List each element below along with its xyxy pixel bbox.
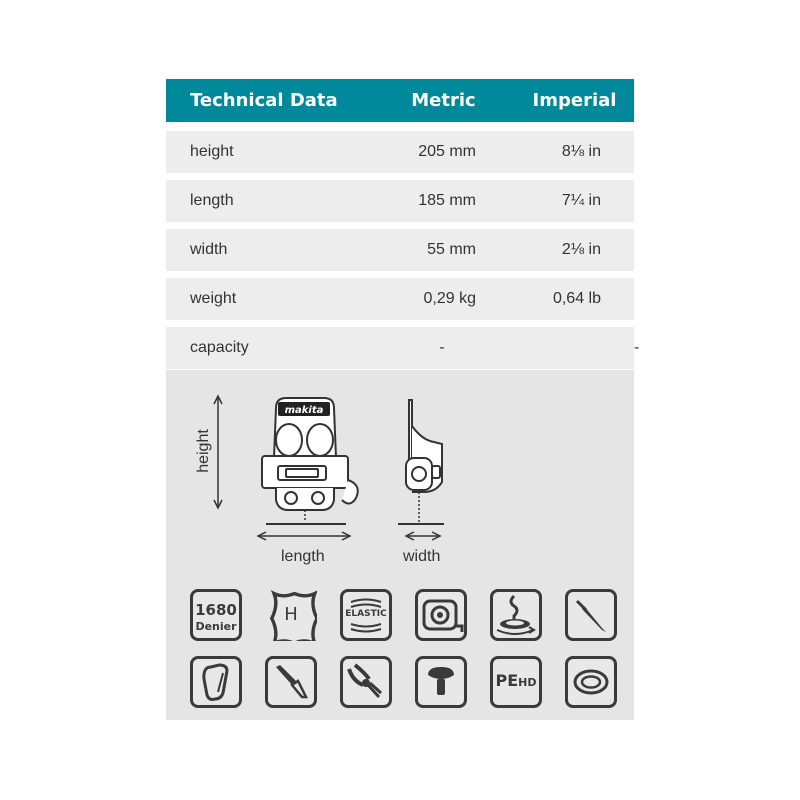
row-imperial: 8⅛ in	[561, 143, 601, 160]
table-row-width	[166, 229, 634, 271]
row-label: capacity	[190, 339, 249, 356]
leather-icon: H	[265, 589, 317, 641]
row-metric: 205 mm	[418, 143, 476, 160]
1680-denier-icon: 1680 Denier	[190, 589, 242, 641]
rotating-clip-icon	[490, 589, 542, 641]
row-metric: -	[439, 339, 445, 356]
elastic-icon: ELASTIC	[340, 589, 392, 641]
header-technical-data: Technical Data	[190, 90, 338, 111]
dimension-diagram	[166, 370, 634, 580]
row-metric: 185 mm	[418, 192, 476, 209]
table-row-weight	[166, 278, 634, 320]
row-imperial: 7¼ in	[561, 192, 601, 209]
table-row-height	[166, 131, 634, 173]
pehd-icon	[490, 656, 542, 708]
pouch-drawing	[166, 370, 634, 580]
row-label: weight	[190, 290, 237, 307]
pliers-icon	[340, 656, 392, 708]
table-row-capacity	[166, 327, 640, 369]
row-label: width	[190, 241, 228, 258]
row-imperial: 2⅛ in	[561, 241, 601, 258]
mushroom-peg-icon	[415, 656, 467, 708]
pehd-pe-text: PE	[495, 671, 519, 690]
technical-data-table	[166, 79, 640, 369]
row-metric: 0,29 kg	[423, 290, 476, 307]
length-label: length	[281, 548, 325, 565]
screwdriver-icon	[565, 589, 617, 641]
row-imperial: -	[634, 339, 640, 356]
knife-icon	[265, 656, 317, 708]
height-label: height	[195, 429, 212, 473]
ring-icon	[565, 656, 617, 708]
header-imperial: Imperial	[532, 90, 617, 111]
row-imperial: 0,64 lb	[552, 290, 601, 307]
row-metric: 55 mm	[427, 241, 476, 258]
width-label: width	[403, 548, 441, 565]
pehd-hd-text: HD	[518, 676, 537, 689]
product-illustration-panel	[166, 370, 634, 720]
table-header	[166, 79, 634, 122]
row-label: height	[190, 143, 234, 160]
tape-measure-icon	[415, 589, 467, 641]
row-label: length	[190, 192, 234, 209]
brand-logo-text: makita	[284, 405, 324, 416]
carabiner-icon	[190, 656, 242, 708]
table-row-length	[166, 180, 634, 222]
header-metric: Metric	[411, 90, 476, 111]
